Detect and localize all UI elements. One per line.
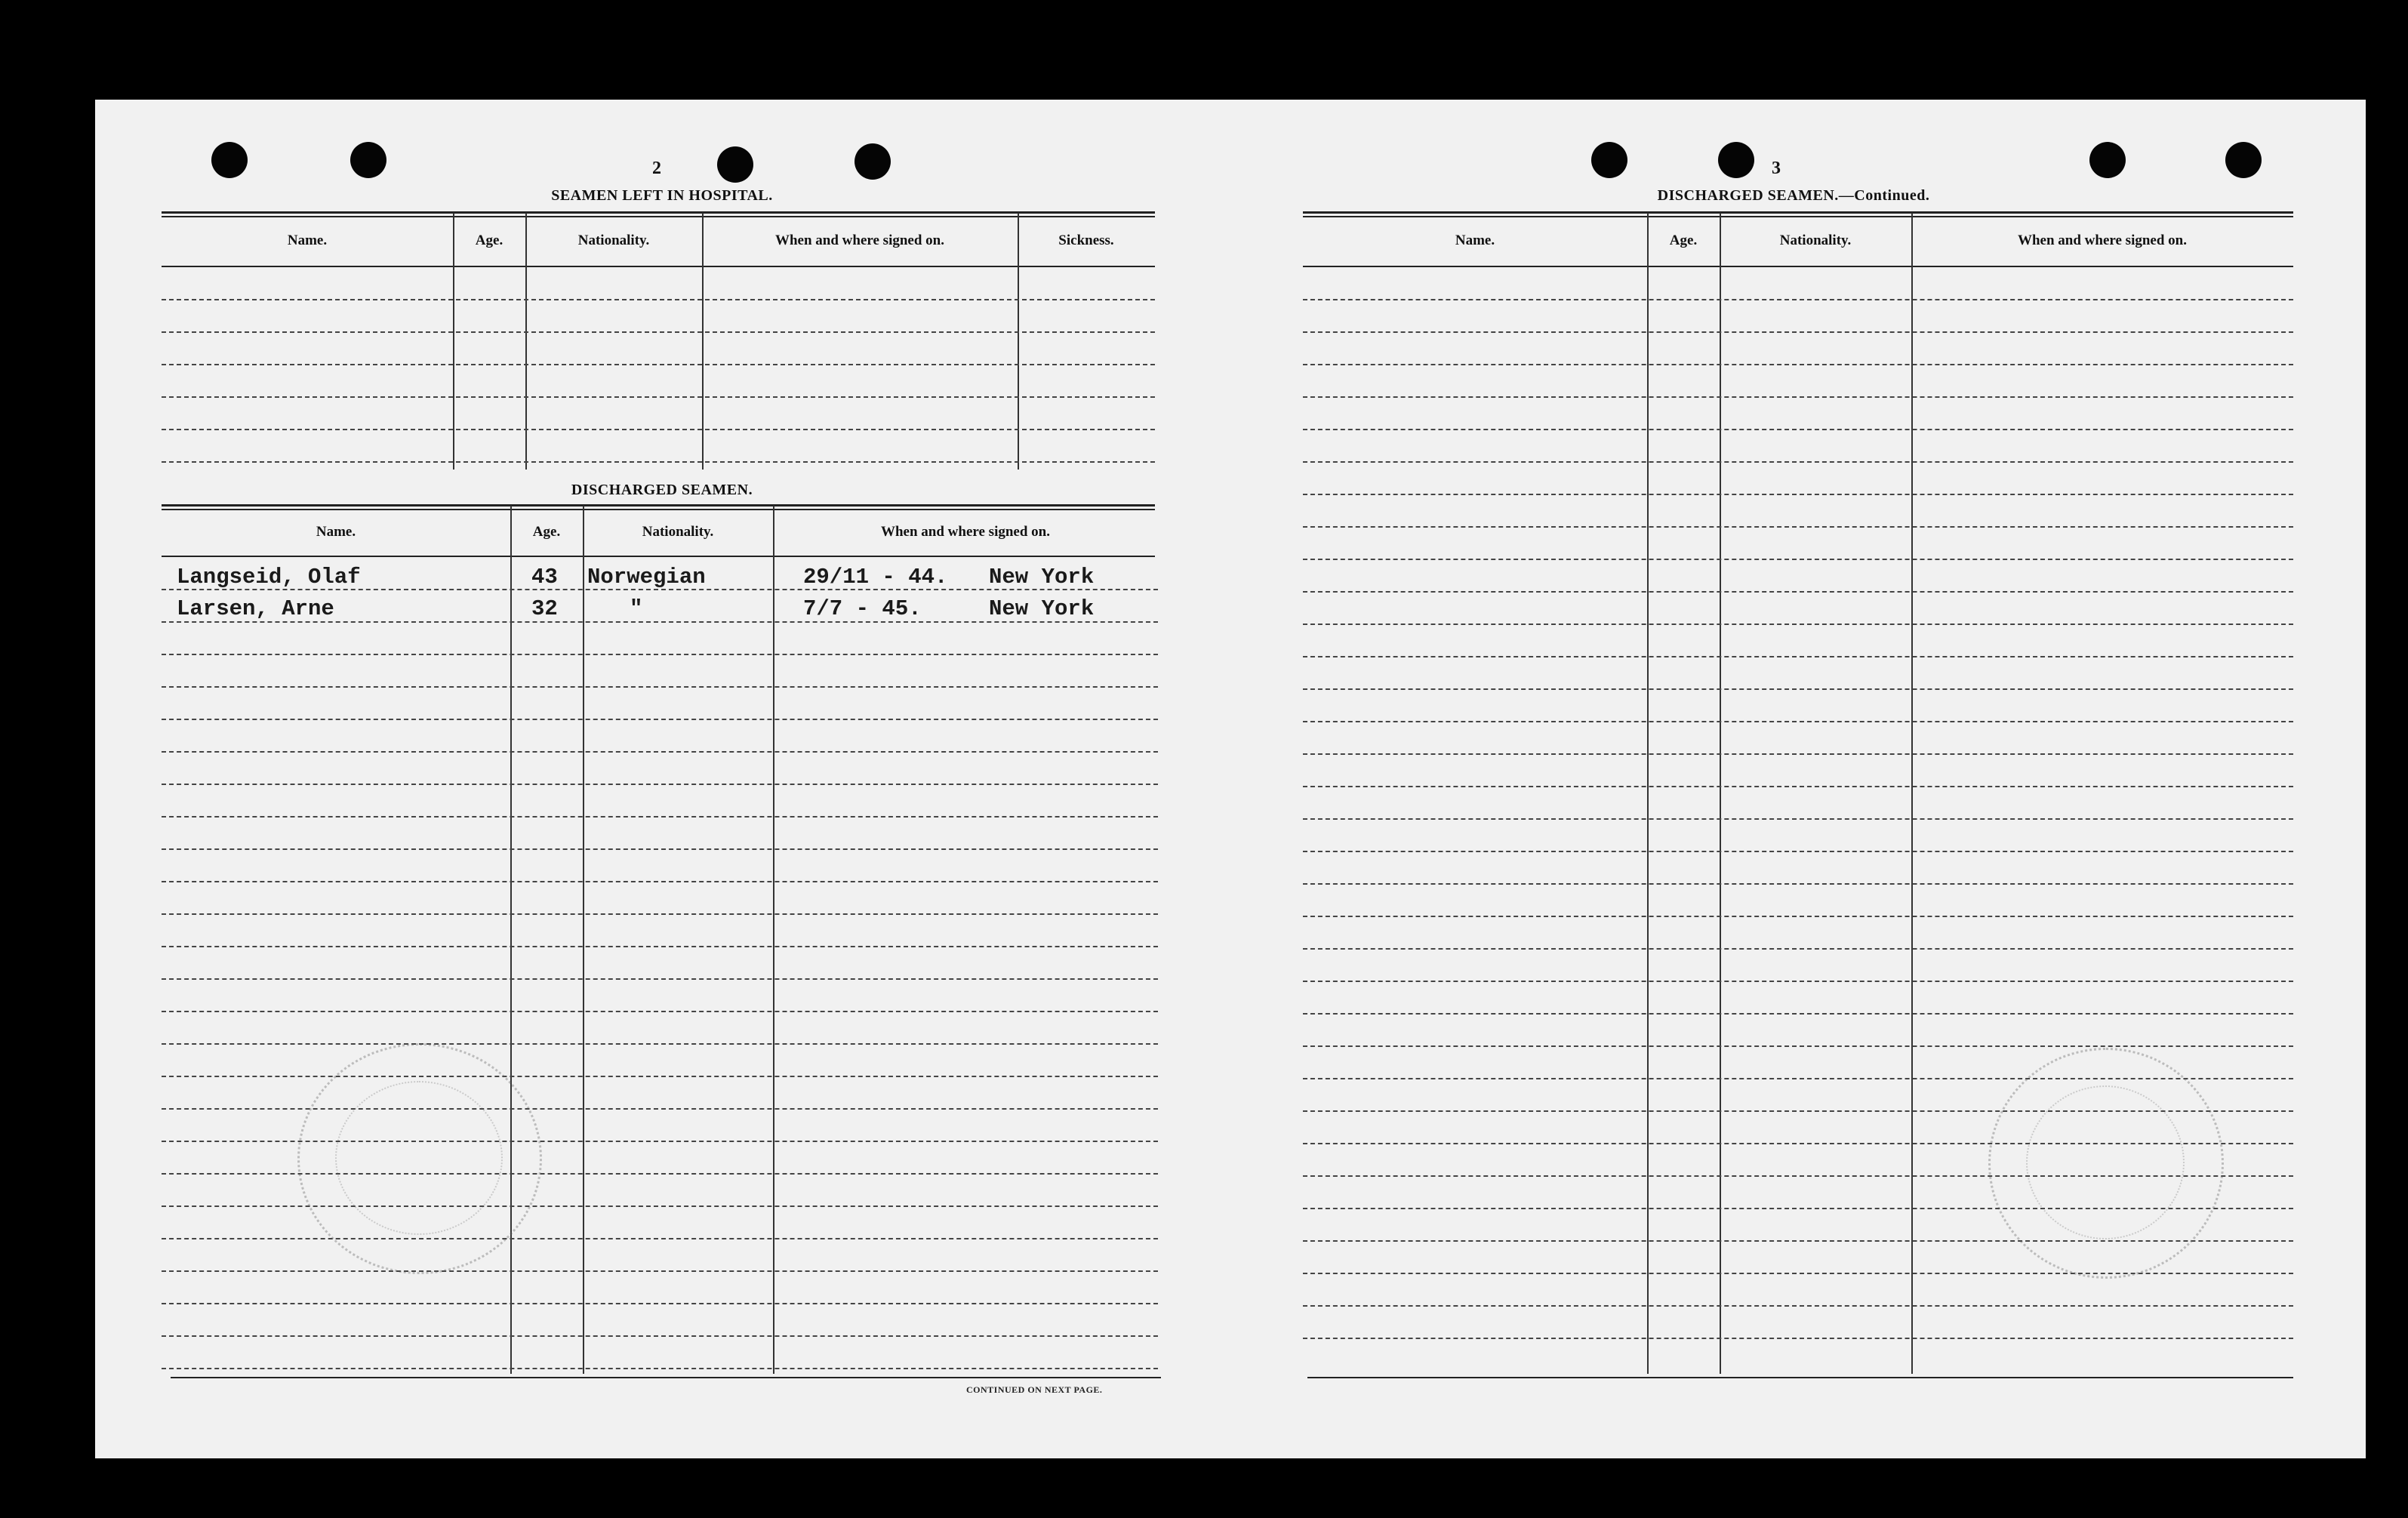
discharged-section-title: DISCHARGED SEAMEN. [571, 482, 753, 498]
row-line [162, 331, 1155, 333]
seaman-age: 32 [531, 596, 558, 621]
row-line [162, 654, 1158, 655]
column-divider [453, 213, 454, 470]
row-line [162, 1076, 1158, 1077]
column-divider [1018, 213, 1019, 470]
column-header: Name. [287, 232, 328, 248]
row-line [162, 1335, 1158, 1337]
right-page [1242, 100, 2366, 1458]
header-bottom-rule [1303, 266, 2293, 267]
row-line [1303, 1305, 2293, 1307]
column-header: When and where signed on. [880, 524, 1050, 540]
row-line [1303, 1045, 2293, 1047]
row-line [1303, 494, 2293, 495]
row-line [162, 299, 1155, 300]
column-header: Name. [1455, 232, 1495, 248]
row-line [162, 429, 1155, 430]
seaman-name: Larsen, Arne [177, 596, 334, 621]
row-line [162, 364, 1155, 365]
column-header: When and where signed on. [2017, 232, 2187, 248]
seal-stamp-inner [335, 1081, 503, 1235]
row-line [162, 978, 1158, 980]
table-top-rule [1303, 211, 2293, 217]
table-bottom-rule [1307, 1377, 2293, 1378]
row-line [1303, 526, 2293, 528]
row-line [162, 848, 1158, 850]
column-divider [1647, 213, 1649, 1374]
row-line [1303, 624, 2293, 625]
row-line [162, 686, 1158, 688]
column-divider [525, 213, 527, 470]
seaman-nationality: Norwegian [587, 565, 706, 590]
table-bottom-rule [171, 1377, 1161, 1378]
seaman-nationality: " [630, 596, 643, 621]
column-header: When and where signed on. [774, 232, 944, 248]
signed-on-date: 7/7 - 45. [803, 596, 922, 621]
discharged-continued-title: DISCHARGED SEAMEN.—Continued. [1657, 187, 1930, 204]
row-line [1303, 948, 2293, 950]
punch-hole [211, 142, 248, 178]
row-line [1303, 396, 2293, 398]
row-line [1303, 591, 2293, 593]
column-divider [583, 506, 584, 1374]
punch-hole [350, 142, 386, 178]
row-line [162, 719, 1158, 720]
punch-hole [717, 146, 753, 183]
row-line [1303, 753, 2293, 755]
table-top-rule [162, 211, 1155, 217]
table-top-rule [162, 504, 1155, 510]
column-header: Sickness. [1058, 232, 1114, 248]
seaman-name: Langseid, Olaf [177, 565, 361, 590]
row-line [162, 784, 1158, 785]
signed-on-date: 29/11 - 44. [803, 565, 948, 590]
row-line [162, 751, 1158, 753]
row-line [1303, 1338, 2293, 1339]
column-header: Name. [316, 524, 356, 540]
row-line [1303, 916, 2293, 917]
ledger-sheet [95, 100, 2366, 1458]
row-line [1303, 786, 2293, 787]
row-line [162, 1043, 1158, 1045]
signed-on-place: New York [989, 596, 1095, 621]
row-line [1303, 429, 2293, 430]
seal-stamp-inner [2026, 1085, 2185, 1239]
seaman-age: 43 [531, 565, 558, 590]
punch-hole [2225, 142, 2262, 178]
row-line [162, 913, 1158, 915]
column-header: Nationality. [642, 524, 714, 540]
row-line [162, 1270, 1158, 1272]
page-number: 3 [1772, 159, 1781, 178]
row-line [1303, 818, 2293, 820]
row-line [162, 621, 1158, 623]
row-line [1303, 721, 2293, 722]
row-line [162, 1303, 1158, 1304]
page-number: 2 [652, 159, 661, 178]
row-line [1303, 331, 2293, 333]
column-divider [1720, 213, 1721, 1374]
column-divider [1911, 213, 1913, 1374]
header-bottom-rule [162, 266, 1155, 267]
column-header: Nationality. [1779, 232, 1852, 248]
punch-hole [1591, 142, 1627, 178]
row-line [1303, 364, 2293, 365]
row-line [1303, 1273, 2293, 1274]
row-line [1303, 883, 2293, 885]
row-line [162, 461, 1155, 463]
row-line [162, 1238, 1158, 1239]
column-header: Age. [1669, 232, 1698, 248]
left-page [95, 100, 1250, 1458]
column-divider [773, 506, 774, 1374]
column-divider [510, 506, 512, 1374]
row-line [1303, 981, 2293, 982]
row-line [162, 946, 1158, 947]
column-header: Nationality. [577, 232, 650, 248]
column-header: Age. [532, 524, 561, 540]
row-line [162, 881, 1158, 882]
header-bottom-rule [162, 556, 1155, 557]
row-line [1303, 688, 2293, 690]
continued-note: CONTINUED ON NEXT PAGE. [966, 1384, 1103, 1395]
row-line [1303, 1013, 2293, 1015]
row-line [1303, 461, 2293, 463]
row-line [162, 816, 1158, 818]
hospital-section-title: SEAMEN LEFT IN HOSPITAL. [551, 187, 773, 204]
row-line [162, 1368, 1158, 1369]
row-line [1303, 656, 2293, 657]
punch-hole [2089, 142, 2126, 178]
punch-hole [1718, 142, 1754, 178]
row-line [162, 396, 1155, 398]
row-line [162, 1011, 1158, 1012]
column-header: Age. [475, 232, 503, 248]
punch-hole [855, 143, 891, 180]
row-line [1303, 851, 2293, 852]
row-line [1303, 559, 2293, 560]
row-line [1303, 299, 2293, 300]
signed-on-place: New York [989, 565, 1095, 590]
column-divider [702, 213, 704, 470]
